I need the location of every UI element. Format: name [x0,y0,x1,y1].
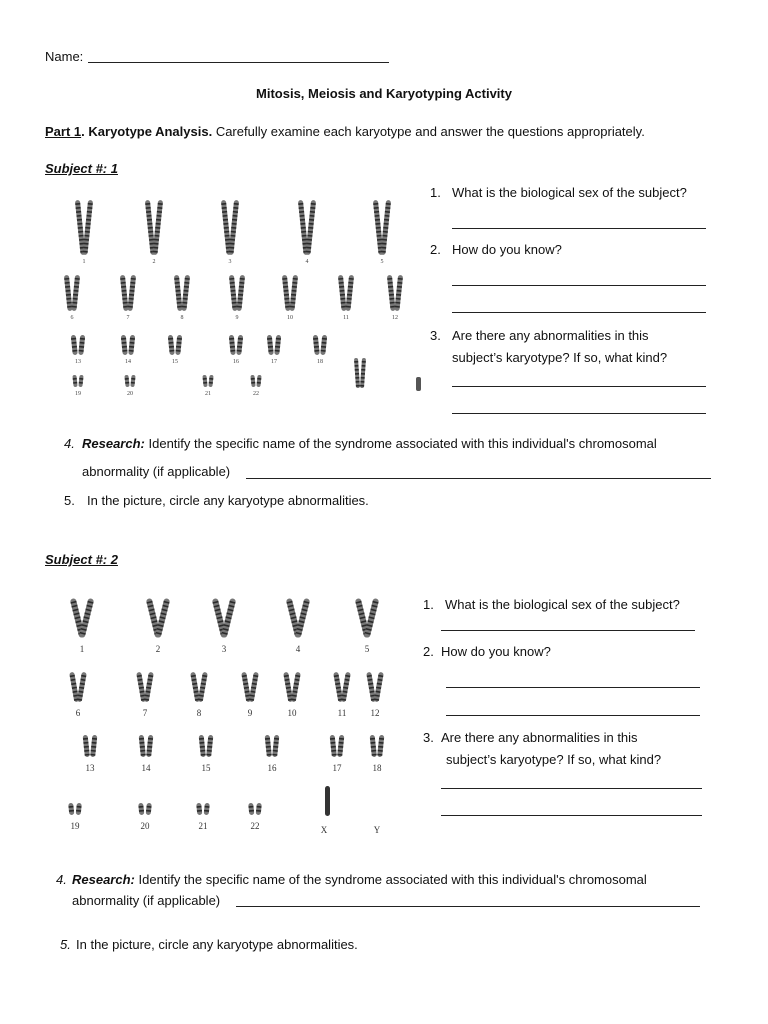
s2-chromosome-label-7: 7 [142,708,148,718]
s2-chromosome-label-13: 13 [85,763,95,773]
s1-chromosome-label-15: 15 [172,359,178,365]
s2-chromosome-pair-20 [138,803,152,815]
page-title: Mitosis, Meiosis and Karyotyping Activity [256,86,512,101]
s2-q4-lead: Research: [72,872,135,887]
s1-chromosome-pair-18 [313,335,328,355]
s2-chromosome-pair-10 [283,672,301,702]
s2-chromosome-pair-7 [136,672,154,702]
s2-chromosome-label-5: 5 [364,644,370,654]
s2-chromosome-pair-3 [212,598,236,638]
subject1-karyotype-image[interactable] [62,195,422,405]
s1-chromosome-label-2: 2 [152,259,156,265]
s1-chromosome-pair-7 [120,275,136,311]
s2-q5-num: 5. [60,937,71,952]
s2-chromosome-label-4: 4 [295,644,301,654]
s1-chromosome-label-17: 17 [271,359,277,365]
s2-chromosome-label-18: 18 [372,763,382,773]
s1-q3-text-1: Are there any abnormalities in this [452,328,649,343]
s1-q4-line1 [82,436,657,452]
s2-chromosome-pair-21 [196,803,210,815]
s1-chromosome-label-18: 18 [317,359,323,365]
s2-chromosome-pair-9 [241,672,259,702]
s2-q4-num: 4. [56,872,67,887]
s1-chromosome-pair-15 [168,335,183,355]
s1-chromosome-label-9: 9 [235,315,239,321]
part1-label: Part 1 [45,124,82,139]
s2-chromosome-pair-16 [265,735,280,757]
s1-chromosome-pair-17 [267,335,282,355]
part1-intro: Part 1. Karyotype Analysis. Carefully examine each karyotype and answer the questions appropriately. [45,124,645,139]
s1-chromosome-label-6: 6 [70,315,74,321]
s1-chromosome-pair-2 [145,200,163,255]
s2-chromosome-label-11: 11 [337,708,347,718]
s2-chromosome-pair-6 [69,672,87,702]
name-blank[interactable] [88,62,389,63]
s2-chromosome-pair-15 [199,735,214,757]
s2-q4-text: Identify the specific name of the syndrome associated with this individual's chromosomal [138,872,647,887]
s1-q1-answer-line[interactable] [452,228,706,229]
s1-q4-text-2: abnormality (if applicable) [82,464,231,479]
s2-chromosome-label-9: 9 [247,708,253,718]
s1-q3-num: 3. [430,328,441,343]
s1-chromosome-pair-6 [64,275,80,311]
s1-chromosome-label-14: 14 [125,359,131,365]
s2-chromosome-label-16: 16 [267,763,277,773]
s2-q4-answer-line[interactable] [236,906,700,907]
s2-q5-text: In the picture, circle any karyotype abnormalities. [76,937,358,952]
s1-chromosome-pair-16 [229,335,244,355]
s2-chromosome-label-12: 12 [370,708,380,718]
s1-q3-answer-line-1[interactable] [452,386,706,387]
subject2-label: Subject #: 2 [45,552,118,567]
s2-chromosome-label-10: 10 [287,708,297,718]
s1-chromosome-pair-21 [202,375,213,387]
s1-chromosome-label-12: 12 [392,315,398,321]
s2-q1-answer-line[interactable] [441,630,695,631]
s1-q5-text: In the picture, circle any karyotype abnormalities. [87,493,369,508]
s1-chromosome-label-16: 16 [233,359,239,365]
s1-q4-lead: Research: [82,436,145,451]
s1-chromosome-label-5: 5 [380,259,384,265]
s2-q3-answer-line-1[interactable] [441,788,702,789]
s1-chromosome-label-7: 7 [126,315,130,321]
s1-q2-answer-line-1[interactable] [452,285,706,286]
s1-chromosome-label-8: 8 [180,315,184,321]
s2-q2-num: 2. [423,644,434,659]
s2-chromosome-label-15: 15 [201,763,211,773]
s2-chromosome-label-20: 20 [140,821,150,831]
s1-chromosome-pair-10 [282,275,298,311]
s2-q1-text: What is the biological sex of the subject? [445,597,680,612]
s2-chromosome-pair-2 [146,598,170,638]
s1-q1-num: 1. [430,185,441,200]
s2-q3-answer-line-2[interactable] [441,815,702,816]
s1-chromosome-label-10: 10 [287,315,293,321]
s1-chromosome-pair-19 [72,375,83,387]
s1-chromosome-pair-14 [121,335,136,355]
s2-chromosome-label-6: 6 [75,708,81,718]
s1-q2-text: How do you know? [452,242,562,257]
s1-chromosome-label-11: 11 [343,315,349,321]
s1-q4-text: Identify the specific name of the syndrome associated with this individual's chromosomal [148,436,657,451]
s1-chromosome-pair-1 [75,200,93,255]
s2-q3-text-1: Are there any abnormalities in this [441,730,638,745]
s2-chromosome-pair-11 [333,672,351,702]
s2-chromosome-label-1: 1 [79,644,85,654]
s1-q2-answer-line-2[interactable] [452,312,706,313]
s2-chromosome-pair-12 [366,672,384,702]
s1-chromosome-label-4: 4 [305,259,309,265]
subject1-label: Subject #: 1 [45,161,118,176]
s1-chromosome-X [354,358,366,388]
s2-q3-num: 3. [423,730,434,745]
s2-chromosome-label-3: 3 [221,644,227,654]
s1-chromosome-label-21: 21 [205,391,211,397]
s2-q1-num: 1. [423,597,434,612]
part1-instructions: Carefully examine each karyotype and answer the questions appropriately. [215,124,645,139]
s2-chromosome-pair-18 [370,735,385,757]
s1-q5-num: 5. [64,493,75,508]
s2-chromosome-label-17: 17 [332,763,342,773]
s2-chromosome-label-14: 14 [141,763,151,773]
s1-q4-answer-line[interactable] [246,478,711,479]
s2-chromosome-pair-13 [83,735,98,757]
s2-chromosome-label-19: 19 [70,821,80,831]
s2-chromosome-pair-5 [355,598,379,638]
s2-chromosome-pair-8 [190,672,208,702]
s1-chromosome-Y [416,377,421,391]
s1-chromosome-label-3: 3 [228,259,232,265]
s2-chromosome-pair-19 [68,803,82,815]
s2-chromosome-pair-4 [286,598,310,638]
s2-chromosome-label-2: 2 [155,644,161,654]
s2-chromosome-pair-17 [330,735,345,757]
s1-chromosome-pair-8 [174,275,190,311]
s1-q2-num: 2. [430,242,441,257]
s1-chromosome-pair-20 [124,375,135,387]
part1-heading: Karyotype Analysis. [88,124,213,139]
s2-q2-answer-line-2[interactable] [446,715,700,716]
s2-q3-text-2: subject’s karyotype? If so, what kind? [446,752,662,767]
s1-chromosome-pair-11 [338,275,354,311]
s2-q4-line1 [72,872,647,888]
s2-q2-answer-line-1[interactable] [446,687,700,688]
s1-chromosome-pair-12 [387,275,403,311]
s1-chromosome-label-19: 19 [75,391,81,397]
s2-chromosome-X [325,786,330,816]
s1-chromosome-pair-5 [373,200,391,255]
s1-q3-answer-line-2[interactable] [452,413,706,414]
s1-chromosome-pair-4 [298,200,316,255]
s1-chromosome-pair-3 [221,200,239,255]
s2-q2-text: How do you know? [441,644,551,659]
name-label: Name: [45,49,84,64]
s2-chromosome-label-Y: Y [373,825,381,835]
s1-q1-text: What is the biological sex of the subject? [452,185,687,200]
s1-chromosome-label-13: 13 [75,359,81,365]
s2-chromosome-pair-22 [248,803,262,815]
s1-chromosome-pair-9 [229,275,245,311]
s1-chromosome-label-22: 22 [253,391,259,397]
s2-chromosome-label-22: 22 [250,821,260,831]
s1-q3-text-2: subject’s karyotype? If so, what kind? [452,350,668,365]
s2-chromosome-pair-14 [139,735,154,757]
s2-chromosome-label-8: 8 [196,708,202,718]
s1-chromosome-label-1: 1 [82,259,86,265]
s1-q4-num: 4. [64,436,75,451]
s2-chromosome-label-X: X [320,825,328,835]
s1-chromosome-pair-22 [250,375,261,387]
s1-chromosome-label-20: 20 [127,391,133,397]
s2-chromosome-label-21: 21 [198,821,208,831]
s2-chromosome-pair-1 [70,598,94,638]
s1-chromosome-pair-13 [71,335,86,355]
subject2-karyotype-image[interactable] [55,590,410,840]
s2-q4-text-2: abnormality (if applicable) [72,893,221,908]
